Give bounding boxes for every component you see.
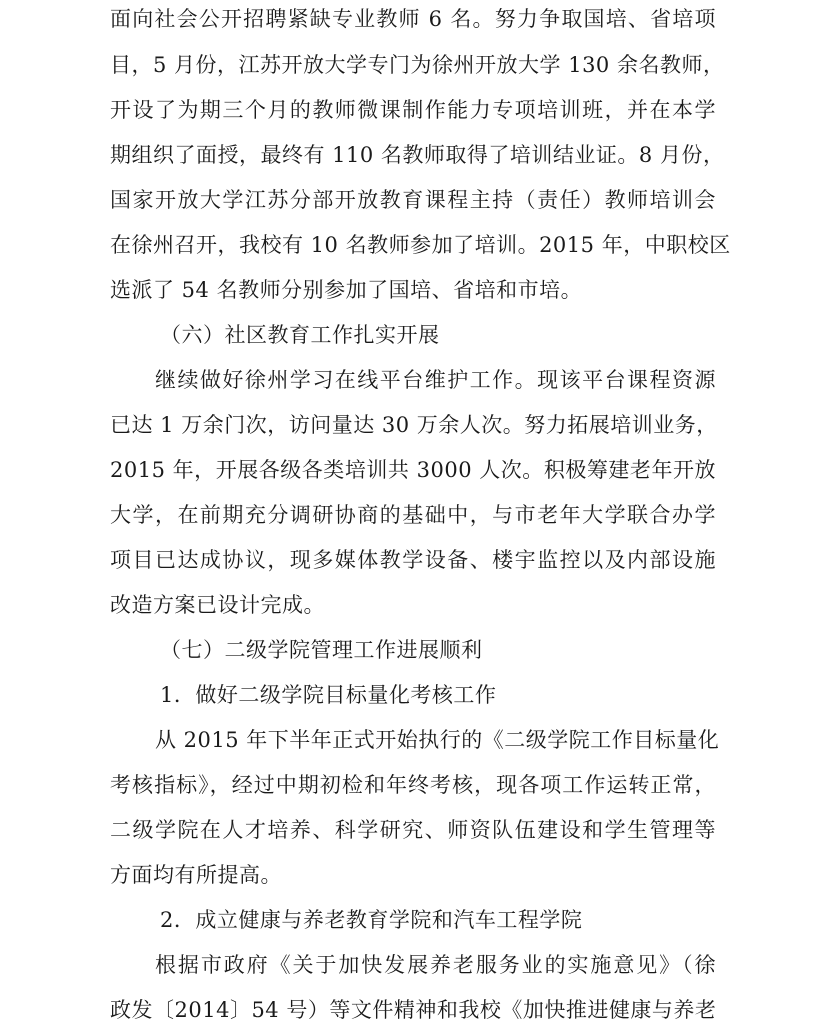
paragraph-line: 目，5 月份，江苏开放大学专门为徐州开放大学 130 余名教师， xyxy=(110,53,725,77)
subsection-heading: 1．做好二级学院目标量化考核工作 xyxy=(160,683,497,707)
section-heading: （七）二级学院管理工作进展顺利 xyxy=(160,638,483,662)
paragraph-line: 在徐州召开，我校有 10 名教师参加了培训。2015 年，中职校区 xyxy=(110,233,731,257)
paragraph-line: 2015 年，开展各级各类培训共 3000 人次。积极筹建老年开放 xyxy=(110,458,716,482)
section-heading: （六）社区教育工作扎实开展 xyxy=(160,323,440,347)
paragraph-line: 从 2015 年下半年正式开始执行的《二级学院工作目标量化 xyxy=(155,728,720,752)
subsection-heading: 2．成立健康与养老教育学院和汽车工程学院 xyxy=(160,908,583,932)
paragraph-line: 期组织了面授，最终有 110 名教师取得了培训结业证。8 月份， xyxy=(110,143,725,167)
paragraph-line: 国家开放大学江苏分部开放教育课程主持（责任）教师培训会 xyxy=(110,188,716,212)
paragraph-line: 根据市政府《关于加快发展养老服务业的实施意见》（徐 xyxy=(155,953,716,977)
paragraph-line: 考核指标》，经过中期初检和年终考核，现各项工作运转正常， xyxy=(110,773,716,797)
paragraph-line: 继续做好徐州学习在线平台维护工作。现该平台课程资源 xyxy=(155,368,716,392)
paragraph-line: 选派了 54 名教师分别参加了国培、省培和市培。 xyxy=(110,278,583,302)
paragraph-line: 大学，在前期充分调研协商的基础中，与市老年大学联合办学 xyxy=(110,503,716,527)
paragraph-line: 开设了为期三个月的教师微课制作能力专项培训班，并在本学 xyxy=(110,98,716,122)
paragraph-line: 项目已达成协议，现多媒体教学设备、楼宇监控以及内部设施 xyxy=(110,548,716,572)
paragraph-line: 方面均有所提高。 xyxy=(110,863,282,887)
paragraph-line: 已达 1 万余门次，访问量达 30 万余人次。努力拓展培训业务， xyxy=(110,413,718,437)
paragraph-line: 改造方案已设计完成。 xyxy=(110,593,325,617)
paragraph-line: 二级学院在人才培养、科学研究、师资队伍建设和学生管理等 xyxy=(110,818,716,842)
paragraph-line: 政发〔2014〕54 号）等文件精神和我校《加快推进健康与养老 xyxy=(110,998,717,1022)
paragraph-line: 面向社会公开招聘紧缺专业教师 6 名。努力争取国培、省培项 xyxy=(110,7,716,31)
